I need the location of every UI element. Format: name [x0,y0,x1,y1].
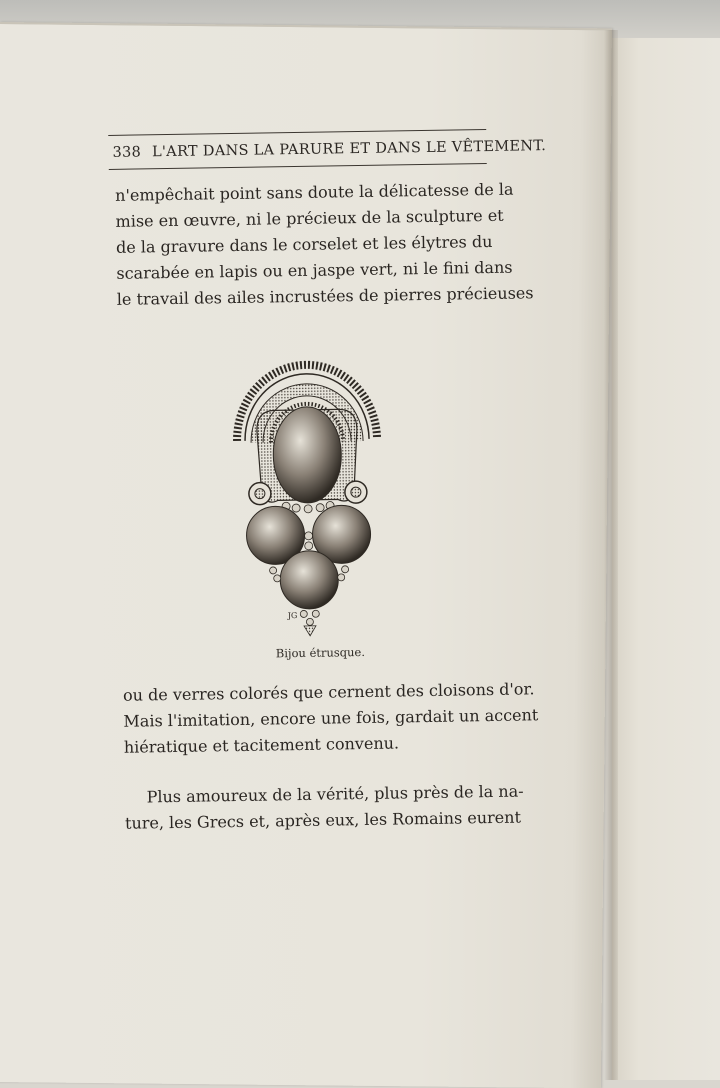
text-line: mise en œuvre, ni le précieux de la sculpture et [115,205,504,231]
text-line: Mais l'imitation, encore une fois, gardait un accent [123,705,539,731]
text-line: ture, les Grecs et, après eux, les Romains eurent [124,807,522,833]
text-line: hiératique et tacitement convenu. [123,733,400,757]
figure-caption: Bijou étrusque. [275,644,366,661]
text-line: le travail des ailes incrustées de pierres précieuses [116,283,534,309]
engraver-mark: JG [287,611,298,621]
text-line: n'empêchait point sans doute la délicatesse de la [115,179,514,205]
paragraph-2 [122,677,539,761]
paragraph-3 [124,779,524,837]
text-line: de la gravure dans le corselet et les élytres du [115,231,493,257]
paragraph-1 [115,177,534,313]
text-line: scarabée en lapis ou en jaspe vert, ni le fini dans [116,257,513,283]
header-rule-top [108,129,486,136]
page-number: 338 [112,144,142,161]
jewel-engraving-icon [225,329,390,641]
header-rule-bottom [109,163,487,170]
running-head-title: L'ART DANS LA PARURE ET DANS LE VÊTEMENT. [151,138,547,161]
running-header [112,138,547,161]
text-line: ou de verres colorés que cernent des cloisons d'or. [122,679,535,705]
text-line: Plus amoureux de la vérité, plus près de la na- [146,781,524,807]
etruscan-jewel-illustration [225,329,390,641]
